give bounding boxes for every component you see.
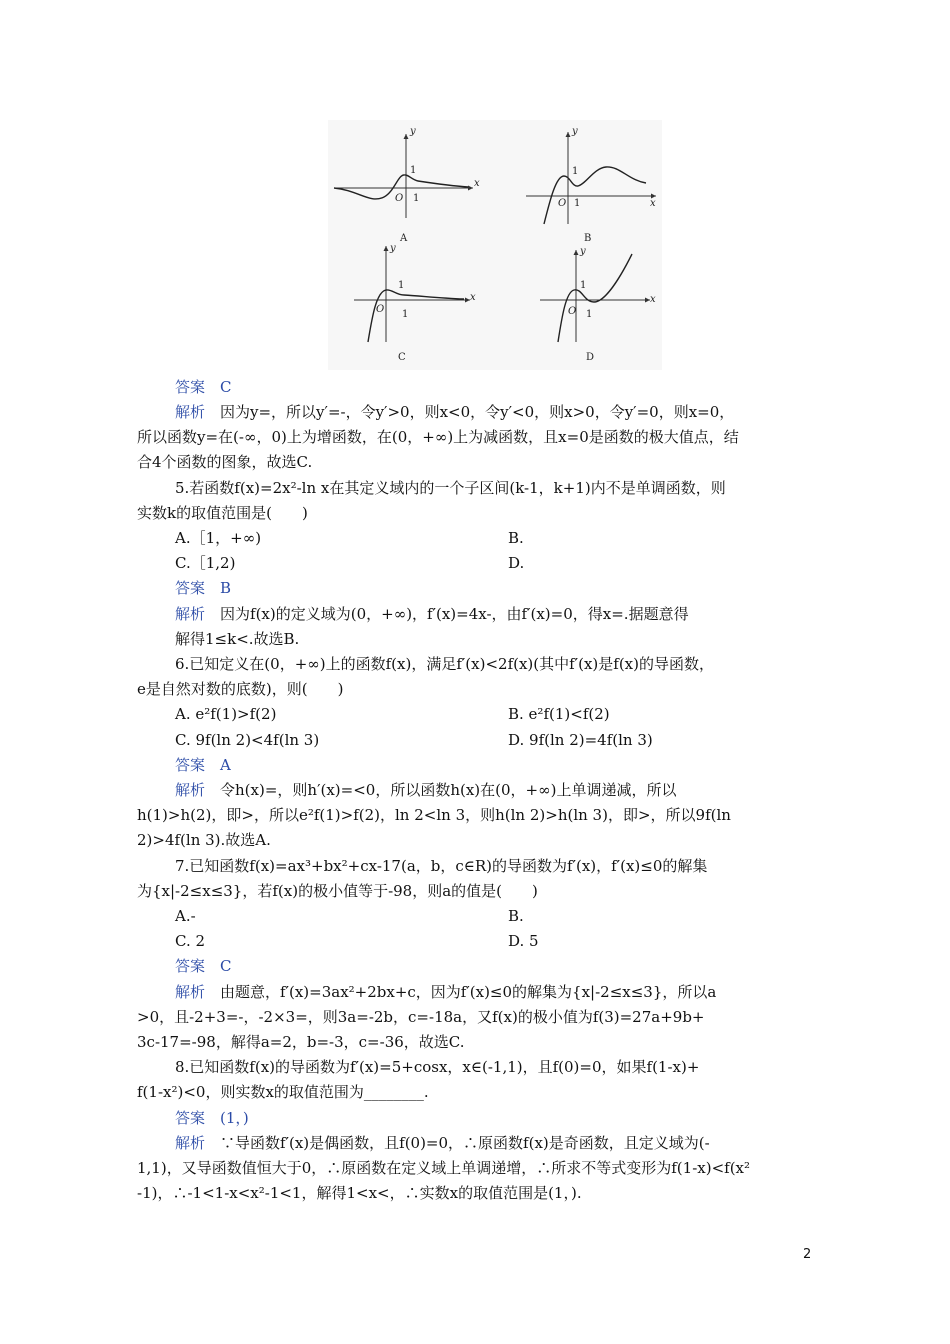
q8-analysis-line-2: 1,1)，又导函数值恒大于0，∴原函数在定义域上单调递增，∴所求不等式变形为f(1-x)<f(x² bbox=[137, 1159, 751, 1177]
q7-option-b: B. bbox=[508, 907, 524, 925]
q4-analysis-line-3: 合4个函数的图象，故选C. bbox=[137, 453, 313, 471]
analysis-prefix: 解析 bbox=[175, 605, 206, 623]
q5-option-d: D. bbox=[508, 554, 525, 572]
y-tick-1: 1 bbox=[398, 280, 405, 291]
q4-answer: 答案 C bbox=[175, 378, 232, 396]
analysis-prefix: 解析 bbox=[175, 1134, 206, 1152]
panel-label: B bbox=[584, 233, 592, 244]
y-label: y bbox=[410, 126, 416, 137]
q6-stem-line-1: 6.已知定义在(0，+∞)上的函数f(x)，满足f′(x)<2f(x)(其中f′(x)是f(x)的导函数， bbox=[175, 655, 714, 673]
q6-analysis-line-2: h(1)>h(2)，即>，所以e²f(1)>f(2)，ln 2<ln 3，则h(ln 2)>h(ln 3)，即>，所以9f(ln bbox=[137, 806, 731, 824]
q6-stem-line-2: e是自然对数的底数)，则( ) bbox=[137, 680, 344, 698]
origin-label: O bbox=[558, 198, 567, 209]
q5-analysis-line-2: 解得1≤k<.故选B. bbox=[175, 630, 300, 648]
q5-analysis-line-1: 解析 因为f(x)的定义域为(0，+∞)，f′(x)=4x-，由f′(x)=0，得x=.据题意得 bbox=[175, 605, 689, 623]
q8-answer: 答案 (1，) bbox=[175, 1109, 249, 1127]
q6-option-a: A. e²f(1)>f(2) bbox=[175, 705, 277, 723]
q5-answer: 答案 B bbox=[175, 579, 232, 597]
function-graphs-figure bbox=[328, 120, 662, 370]
q7-option-c: C. 2 bbox=[175, 932, 206, 950]
q5-option-b: B. bbox=[508, 529, 524, 547]
y-label: y bbox=[580, 246, 586, 257]
q4-analysis-line-2: 所以函数y=在(-∞，0)上为增函数，在(0，+∞)上为减函数，且x=0是函数的极大值点，结 bbox=[137, 428, 739, 446]
x-tick-1: 1 bbox=[574, 198, 581, 209]
q8-analysis-line-3: -1)，∴-1<1-x<x²-1<1，解得1<x<，∴实数x的取值范围是(1，). bbox=[137, 1184, 582, 1202]
graphs-svg bbox=[328, 120, 662, 370]
q8-stem-line-2: f(1-x²)<0，则实数x的取值范围为________. bbox=[137, 1083, 429, 1101]
q5-stem-line-2: 实数k的取值范围是( ) bbox=[137, 504, 308, 522]
q5-stem-line-1: 5.若函数f(x)=2x²-ln x在其定义域内的一个子区间(k-1，k+1)内不是单调函数，则 bbox=[175, 479, 726, 497]
analysis-prefix: 解析 bbox=[175, 983, 206, 1001]
x-tick-1: 1 bbox=[413, 193, 420, 204]
q6-answer: 答案 A bbox=[175, 756, 231, 774]
q7-stem-line-1: 7.已知函数f(x)=ax³+bx²+cx-17(a，b，c∈R)的导函数为f′(x)，f′(x)≤0的解集 bbox=[175, 857, 708, 875]
q6-option-c: C. 9f(ln 2)<4f(ln 3) bbox=[175, 731, 320, 749]
x-label: x bbox=[650, 198, 656, 209]
y-label: y bbox=[572, 126, 578, 137]
x-label: x bbox=[650, 294, 656, 305]
q6-option-b: B. e²f(1)<f(2) bbox=[508, 705, 610, 723]
x-tick-1: 1 bbox=[402, 309, 409, 320]
y-tick-1: 1 bbox=[410, 165, 417, 176]
y-tick-1: 1 bbox=[580, 280, 587, 291]
q5-option-c: C.［1,2) bbox=[175, 554, 236, 572]
q8-stem-line-1: 8.已知函数f(x)的导函数为f′(x)=5+cosx，x∈(-1,1)，且f(0)=0，如果f(1-x)+ bbox=[175, 1058, 700, 1076]
y-label: y bbox=[390, 243, 396, 254]
figure-background bbox=[328, 120, 662, 370]
q7-analysis-line-1: 解析 由题意，f′(x)=3ax²+2bx+c，因为f′(x)≤0的解集为{x|-2≤x≤3}，所以a bbox=[175, 983, 717, 1001]
page-number: 2 bbox=[803, 1247, 812, 1262]
analysis-prefix: 解析 bbox=[175, 403, 206, 421]
origin-label: O bbox=[395, 193, 404, 204]
q7-stem-line-2: 为{x|-2≤x≤3}，若f(x)的极小值等于-98，则a的值是( ) bbox=[137, 882, 538, 900]
q6-option-d: D. 9f(ln 2)=4f(ln 3) bbox=[508, 731, 653, 749]
panel-label: D bbox=[586, 352, 595, 363]
q8-analysis-line-1: 解析 ∵导函数f′(x)是偶函数，且f(0)=0，∴原函数f(x)是奇函数，且定义域为(- bbox=[175, 1134, 710, 1152]
q7-analysis-line-3: 3c-17=-98，解得a=2，b=-3，c=-36，故选C. bbox=[137, 1033, 465, 1051]
q7-option-d: D. 5 bbox=[508, 932, 539, 950]
q5-option-a: A.［1，+∞) bbox=[175, 529, 262, 547]
panel-label: A bbox=[400, 233, 408, 244]
origin-label: O bbox=[568, 306, 577, 317]
x-label: x bbox=[474, 178, 480, 189]
y-tick-1: 1 bbox=[572, 166, 579, 177]
q7-analysis-line-2: >0，且-2+3=-，-2×3=，则3a=-2b，c=-18a，又f(x)的极小值为f(3)=27a+9b+ bbox=[137, 1008, 705, 1026]
q7-option-a: A.- bbox=[175, 907, 196, 925]
analysis-prefix: 解析 bbox=[175, 781, 206, 799]
q6-analysis-line-3: 2)>4f(ln 3).故选A. bbox=[137, 831, 271, 849]
panel-label: C bbox=[398, 352, 406, 363]
q7-answer: 答案 C bbox=[175, 957, 232, 975]
x-label: x bbox=[470, 292, 476, 303]
q4-analysis-line-1: 解析 因为y=，所以y′=-，令y′>0，则x<0，令y′<0，则x>0，令y′=0，则x=0， bbox=[175, 403, 735, 421]
q6-analysis-line-1: 解析 令h(x)=，则h′(x)=<0，所以函数h(x)在(0，+∞)上单调递减，所以 bbox=[175, 781, 677, 799]
origin-label: O bbox=[376, 304, 385, 315]
x-tick-1: 1 bbox=[586, 309, 593, 320]
